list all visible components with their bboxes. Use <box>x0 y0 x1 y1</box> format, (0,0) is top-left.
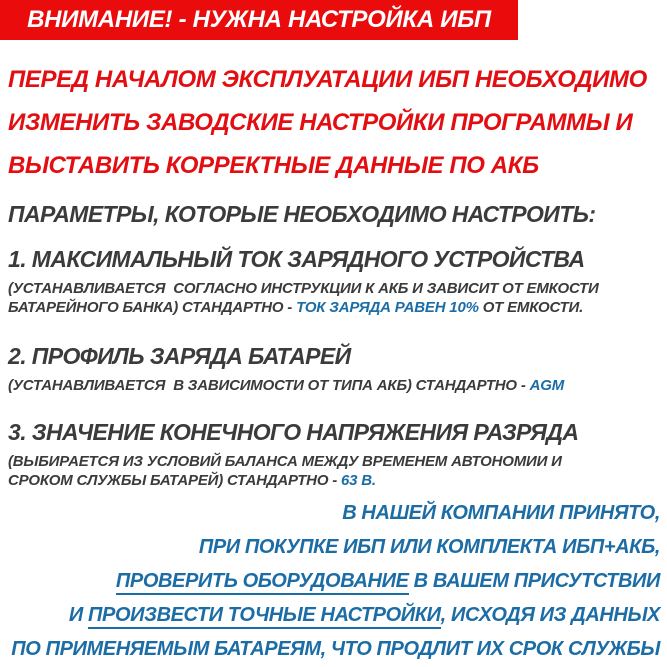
charge-current-default-value: ТОК ЗАРЯДА РАВЕН 10% <box>296 299 479 316</box>
item-1-note-line-2-prefix: БАТАРЕЙНОГО БАНКА) СТАНДАРТНО - <box>8 299 297 316</box>
item-1-note-line-1: (УСТАНАВЛИВАЕТСЯ СОГЛАСНО ИНСТРУКЦИИ К АКБ И ЗАВИСИТ ОТ ЕМКОСТИ <box>8 280 599 297</box>
policy-line-3-rest: В ВАШЕМ ПРИСУТСТВИИ <box>408 570 660 592</box>
policy-line-3 <box>8 564 660 598</box>
item-1-note <box>8 279 659 317</box>
item-2-note-prefix: (УСТАНАВЛИВАЕТСЯ В ЗАВИСИМОСТИ ОТ ТИПА АКБ) СТАНДАРТНО - <box>8 377 530 394</box>
intro-paragraph <box>8 58 659 187</box>
item-3-note <box>8 452 659 490</box>
item-cutoff-voltage <box>8 417 659 490</box>
company-policy-note <box>0 496 667 666</box>
item-2-title: 2. ПРОФИЛЬ ЗАРЯДА БАТАРЕЙ <box>8 343 351 369</box>
warning-banner <box>0 0 518 40</box>
parameters-heading: ПАРАМЕТРЫ, КОТОРЫЕ НЕОБХОДИМО НАСТРОИТЬ: <box>8 201 596 227</box>
policy-line-1: В НАШЕЙ КОМПАНИИ ПРИНЯТО, <box>342 502 660 524</box>
warning-banner-title: ВНИМАНИЕ! - НУЖНА НАСТРОЙКА ИБП <box>27 6 491 33</box>
item-charge-profile <box>8 341 659 395</box>
policy-line-4-prefix: И <box>68 604 89 626</box>
precise-settings-underlined-text: ПРОИЗВЕСТИ ТОЧНЫЕ НАСТРОЙКИ <box>88 604 441 629</box>
check-equipment-underlined-text: ПРОВЕРИТЬ ОБОРУДОВАНИЕ <box>116 570 409 595</box>
item-charge-current <box>8 244 659 317</box>
item-1-title: 1. МАКСИМАЛЬНЫЙ ТОК ЗАРЯДНОГО УСТРОЙСТВА <box>8 246 585 272</box>
policy-line-4-rest: , ИСХОДЯ ИЗ ДАННЫХ <box>440 604 660 626</box>
item-3-note-line-1: (ВЫБИРАЕТСЯ ИЗ УСЛОВИЙ БАЛАНСА МЕЖДУ ВРЕМЕНЕМ АВТОНОМИИ И <box>8 453 562 470</box>
battery-profile-default-value: AGM <box>529 377 565 394</box>
policy-line-2: ПРИ ПОКУПКЕ ИБП ИЛИ КОМПЛЕКТА ИБП+АКБ, <box>198 536 660 558</box>
intro-line-1: ПЕРЕД НАЧАЛОМ ЭКСПЛУАТАЦИИ ИБП НЕОБХОДИМО <box>8 66 647 93</box>
item-2-note <box>8 376 659 395</box>
item-3-title: 3. ЗНАЧЕНИЕ КОНЕЧНОГО НАПРЯЖЕНИЯ РАЗРЯДА <box>8 419 579 445</box>
item-1-note-line-2-suffix: ОТ ЕМКОСТИ. <box>478 299 584 316</box>
cutoff-voltage-default-value: 63 В. <box>341 472 376 489</box>
intro-line-2: ИЗМЕНИТЬ ЗАВОДСКИЕ НАСТРОЙКИ ПРОГРАММЫ И <box>8 109 633 136</box>
policy-line-5: ПО ПРИМЕНЯЕМЫМ БАТАРЕЯМ, ЧТО ПРОДЛИТ ИХ СРОК СЛУЖБЫ <box>11 638 660 660</box>
policy-line-4 <box>8 598 660 632</box>
item-3-note-line-2-prefix: СРОКОМ СЛУЖБЫ БАТАРЕЙ) СТАНДАРТНО - <box>8 472 342 489</box>
intro-line-3: ВЫСТАВИТЬ КОРРЕКТНЫЕ ДАННЫЕ ПО АКБ <box>8 152 539 179</box>
